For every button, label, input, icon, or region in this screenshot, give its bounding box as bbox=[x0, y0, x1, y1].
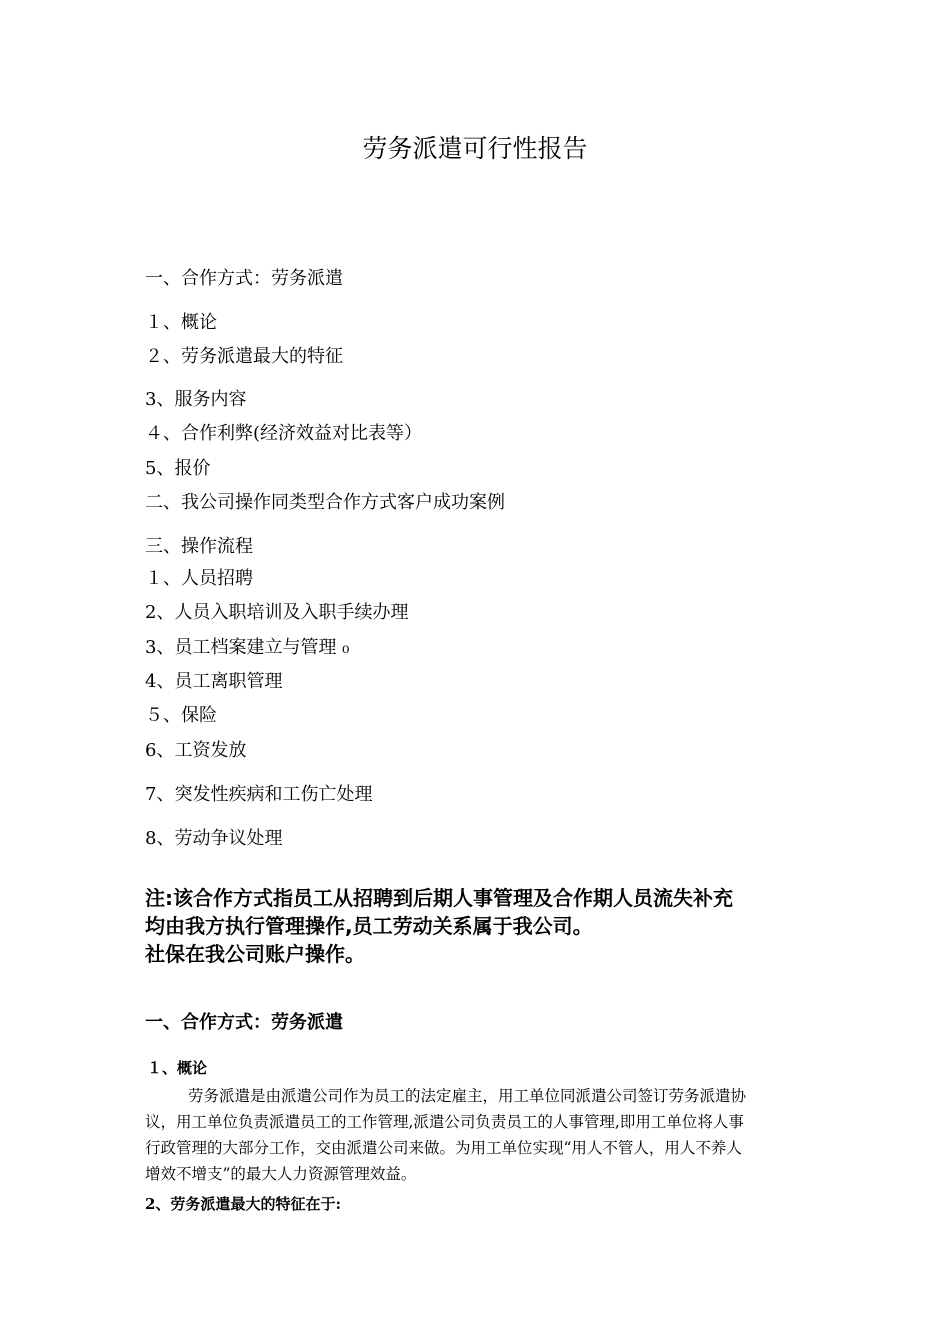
note-line: 均由我方执行管理操作,员工劳动关系属于我公司。 bbox=[145, 914, 593, 938]
note-line: 社保在我公司账户操作。 bbox=[145, 942, 365, 966]
toc-item: 5、报价 bbox=[145, 458, 211, 479]
note-line: 注:该合作方式指员工从招聘到后期人事管理及合作期人员流失补充 bbox=[145, 886, 733, 910]
subsection-heading: 2、劳务派遣最大的特征在于: bbox=[145, 1195, 341, 1213]
paragraph-line: 议，用工单位负责派遣员工的工作管理,派遣公司负责员工的人事管理,即用工单位将人事 bbox=[145, 1113, 744, 1131]
document-title: 劳务派遣可行性报告 bbox=[362, 134, 588, 163]
toc-item: 7、突发性疾病和工伤亡处理 bbox=[145, 784, 373, 805]
toc-item: 6、工资发放 bbox=[145, 740, 247, 761]
toc-item: 3、员工档案建立与管理 ₀ bbox=[145, 637, 350, 658]
note-block bbox=[145, 884, 825, 968]
toc-item: 8、劳动争议处理 bbox=[145, 828, 283, 849]
toc-item: ５、保险 bbox=[145, 705, 217, 726]
toc-item: ２、劳务派遣最大的特征 bbox=[145, 346, 343, 367]
subsection-heading: １、概论 bbox=[147, 1059, 208, 1077]
toc-item: 2、人员入职培训及入职手续办理 bbox=[145, 602, 409, 623]
toc-item: 三、操作流程 bbox=[145, 536, 253, 557]
body-paragraph bbox=[145, 1083, 807, 1187]
paragraph-line: 增效不增支”的最大人力资源管理效益。 bbox=[145, 1165, 417, 1183]
toc-item: 4、员工离职管理 bbox=[145, 671, 283, 692]
paragraph-line: 劳务派遣是由派遣公司作为员工的法定雇主，用工单位同派遣公司签订劳务派遣协 bbox=[188, 1087, 747, 1105]
toc-item: 3、服务内容 bbox=[145, 389, 247, 410]
paragraph-line: 行政管理的大部分工作，交由派遣公司来做。为用工单位实现“用人不管人，用人不养人 bbox=[145, 1139, 742, 1157]
toc-item: 二、我公司操作同类型合作方式客户成功案例 bbox=[145, 492, 505, 513]
section-heading: 一、合作方式：劳务派遣 bbox=[145, 1012, 343, 1033]
toc-item: １、概论 bbox=[145, 312, 217, 333]
toc-item: １、人员招聘 bbox=[145, 568, 253, 589]
toc-item: 一、合作方式：劳务派遣 bbox=[145, 268, 343, 289]
toc-item: ４、合作利弊(经济效益对比表等） bbox=[145, 423, 423, 444]
